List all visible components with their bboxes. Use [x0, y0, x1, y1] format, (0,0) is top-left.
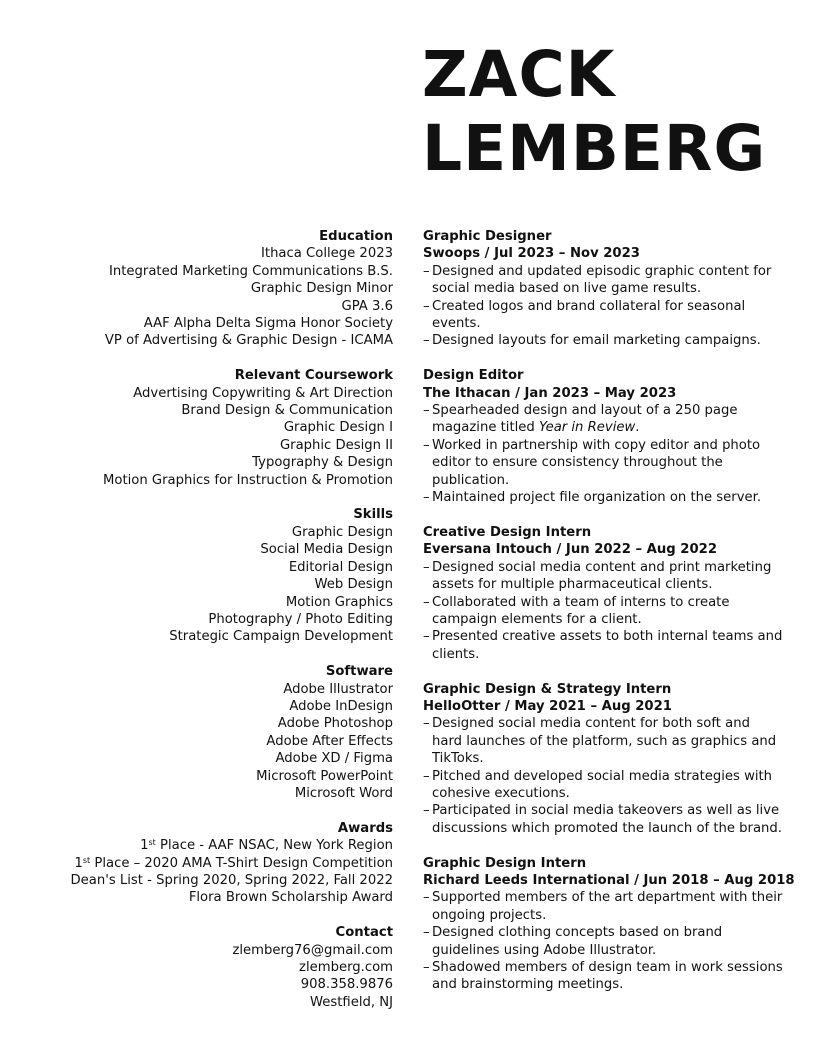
job-entry	[423, 367, 783, 506]
section-item: Photography / Photo Editing	[208, 611, 393, 627]
job-bullet	[423, 489, 783, 506]
award-text: Place – 2020 AMA T-Shirt Design Competition	[90, 855, 393, 871]
job-bullet	[423, 402, 783, 437]
section-relevant-coursework	[40, 367, 393, 489]
section-item: Editorial Design	[288, 559, 393, 575]
section-item: Typography & Design	[252, 455, 393, 471]
experience-column	[423, 228, 795, 994]
publication-title: Year in Review	[538, 420, 636, 436]
section-title: Relevant Coursework	[234, 368, 393, 384]
job-subtitle: HelloOtter / May 2021 – Aug 2021	[423, 698, 672, 714]
bullet-dash: –	[423, 594, 430, 610]
section-item: Web Design	[314, 577, 393, 593]
bullet-text: Participated in social media takeovers as well as live discussions which promoted the launch of the brand.	[432, 803, 782, 836]
section-title: Skills	[353, 507, 393, 523]
section-item	[40, 837, 393, 854]
section-title: Contact	[335, 925, 393, 941]
job-bullet	[423, 768, 783, 803]
bullet-dash: –	[423, 960, 430, 975]
section-item: Motion Graphics	[285, 594, 393, 610]
section-item: Adobe InDesign	[289, 698, 393, 714]
job-bullet	[423, 263, 783, 298]
job-bullet	[423, 802, 783, 837]
job-bullet	[423, 332, 783, 349]
left-column	[40, 228, 393, 1011]
bullet-text: Maintained project file organization on the server.	[432, 490, 762, 506]
job-subtitle: The Ithacan / Jan 2023 – May 2023	[423, 385, 677, 401]
award-rank: 1	[140, 838, 149, 854]
section-item: Motion Graphics for Instruction & Promotion	[103, 472, 393, 488]
resume-name	[422, 38, 766, 186]
section-item: Graphic Design I	[283, 420, 393, 436]
bullet-dash: –	[423, 437, 430, 453]
bullet-text: Shadowed members of design team in work sessions and brainstorming meetings.	[432, 960, 783, 993]
job-bullet	[423, 594, 783, 629]
last-name: LEMBERG	[422, 112, 767, 185]
bullet-dash: –	[423, 490, 430, 506]
bullet-text	[432, 402, 783, 437]
job-subtitle: Richard Leeds International / Jun 2018 – Aug 2018	[423, 872, 795, 888]
section-title: Awards	[337, 820, 393, 836]
section-item: Adobe XD / Figma	[275, 751, 393, 767]
section-item: Microsoft Word	[294, 785, 393, 801]
bullet-dash: –	[423, 333, 430, 349]
section-item: Adobe After Effects	[266, 733, 393, 749]
bullet-text: Designed clothing concepts based on brand guidelines using Adobe Illustrator.	[432, 925, 723, 958]
job-title: Graphic Design & Strategy Intern	[423, 681, 672, 697]
section-item: AAF Alpha Delta Sigma Honor Society	[143, 316, 393, 332]
job-entry	[423, 228, 783, 350]
bullet-dash: –	[423, 403, 430, 419]
ordinal-suffix: st	[82, 855, 91, 865]
job-bullet	[423, 437, 783, 489]
bullet-dash: –	[423, 298, 430, 314]
section-item: Adobe Illustrator	[283, 681, 393, 697]
job-title: Design Editor	[423, 368, 524, 384]
section-item: zlemberg.com	[299, 959, 393, 975]
bullet-dash: –	[423, 716, 430, 732]
job-bullet	[423, 559, 783, 594]
bullet-text-before: Spearheaded design and layout of a 250 page magazine titled	[432, 403, 738, 436]
first-name: ZACK	[422, 38, 616, 111]
job-bullet	[423, 924, 783, 959]
job-subtitle: Swoops / Jul 2023 – Nov 2023	[423, 246, 640, 262]
award-rank: 1	[74, 855, 83, 871]
job-entry	[423, 524, 783, 663]
bullet-text: Worked in partnership with copy editor and photo editor to ensure consistency throughout the publication.	[432, 437, 761, 488]
section-item: Graphic Design	[291, 524, 393, 540]
job-bullet	[423, 628, 783, 663]
section-item: Graphic Design II	[279, 437, 393, 453]
bullet-text: Collaborated with a team of interns to create campaign elements for a client.	[432, 594, 730, 627]
award-text: Place - AAF NSAC, New York Region	[155, 838, 393, 854]
bullet-text: Pitched and developed social media strategies with cohesive executions.	[432, 768, 773, 801]
bullet-text: Designed social media content for both soft and hard launches of the platform, such as graphics and TikToks.	[432, 716, 777, 767]
section-skills	[40, 506, 393, 645]
job-entry	[423, 681, 783, 838]
job-title: Creative Design Intern	[423, 524, 592, 540]
bullet-text: Designed social media content and print marketing assets for multiple pharmaceutical clients.	[432, 559, 772, 593]
job-entry	[423, 855, 795, 994]
bullet-dash: –	[423, 559, 430, 575]
section-item: Graphic Design Minor	[250, 281, 393, 297]
section-title: Education	[319, 229, 393, 244]
section-education	[40, 228, 393, 350]
bullet-dash: –	[423, 768, 430, 784]
bullet-text: Designed layouts for email marketing campaigns.	[432, 333, 761, 349]
section-item: GPA 3.6	[341, 298, 393, 314]
bullet-dash: –	[423, 629, 430, 645]
bullet-text: Supported members of the art department with their ongoing projects.	[432, 890, 783, 923]
bullet-text: Created logos and brand collateral for seasonal events.	[432, 298, 746, 332]
section-item: Westfield, NJ	[309, 994, 393, 1010]
section-item	[40, 855, 393, 872]
section-software	[40, 663, 393, 802]
section-item: Brand Design & Communication	[181, 403, 393, 419]
job-bullet	[423, 889, 783, 924]
ordinal-suffix: st	[148, 838, 156, 848]
bullet-dash: –	[423, 890, 430, 906]
bullet-dash: –	[423, 263, 430, 279]
section-contact	[40, 924, 393, 1011]
section-item: zlemberg76@gmail.com	[232, 942, 393, 958]
section-item: Adobe Photoshop	[277, 716, 393, 732]
section-item: Strategic Campaign Development	[169, 629, 393, 645]
section-awards	[40, 820, 393, 907]
section-item: Dean's List - Spring 2020, Spring 2022, Fall 2022	[70, 872, 393, 888]
job-subtitle: Eversana Intouch / Jun 2022 – Aug 2022	[423, 542, 718, 558]
bullet-dash: –	[423, 925, 430, 941]
section-item: Social Media Design	[260, 542, 393, 558]
section-item: 908.358.9876	[300, 977, 393, 993]
section-item: Integrated Marketing Communications B.S.	[109, 263, 393, 279]
section-item: Ithaca College 2023	[261, 246, 393, 262]
job-title: Graphic Design Intern	[423, 855, 587, 871]
job-title: Graphic Designer	[423, 229, 552, 244]
job-bullet	[423, 298, 783, 333]
bullet-dash: –	[423, 803, 430, 819]
section-item: Flora Brown Scholarship Award	[188, 890, 393, 906]
bullet-text: Designed and updated episodic graphic content for social media based on live game results.	[432, 263, 772, 297]
bullet-text: Presented creative assets to both internal teams and clients.	[432, 629, 783, 662]
section-item: Advertising Copywriting & Art Direction	[133, 385, 393, 401]
section-item: Microsoft PowerPoint	[256, 768, 393, 784]
job-bullet	[423, 715, 783, 767]
job-bullet	[423, 959, 783, 994]
section-item: VP of Advertising & Graphic Design - ICAMA	[104, 333, 393, 349]
section-title: Software	[325, 664, 393, 680]
bullet-text-after: .	[635, 420, 640, 436]
